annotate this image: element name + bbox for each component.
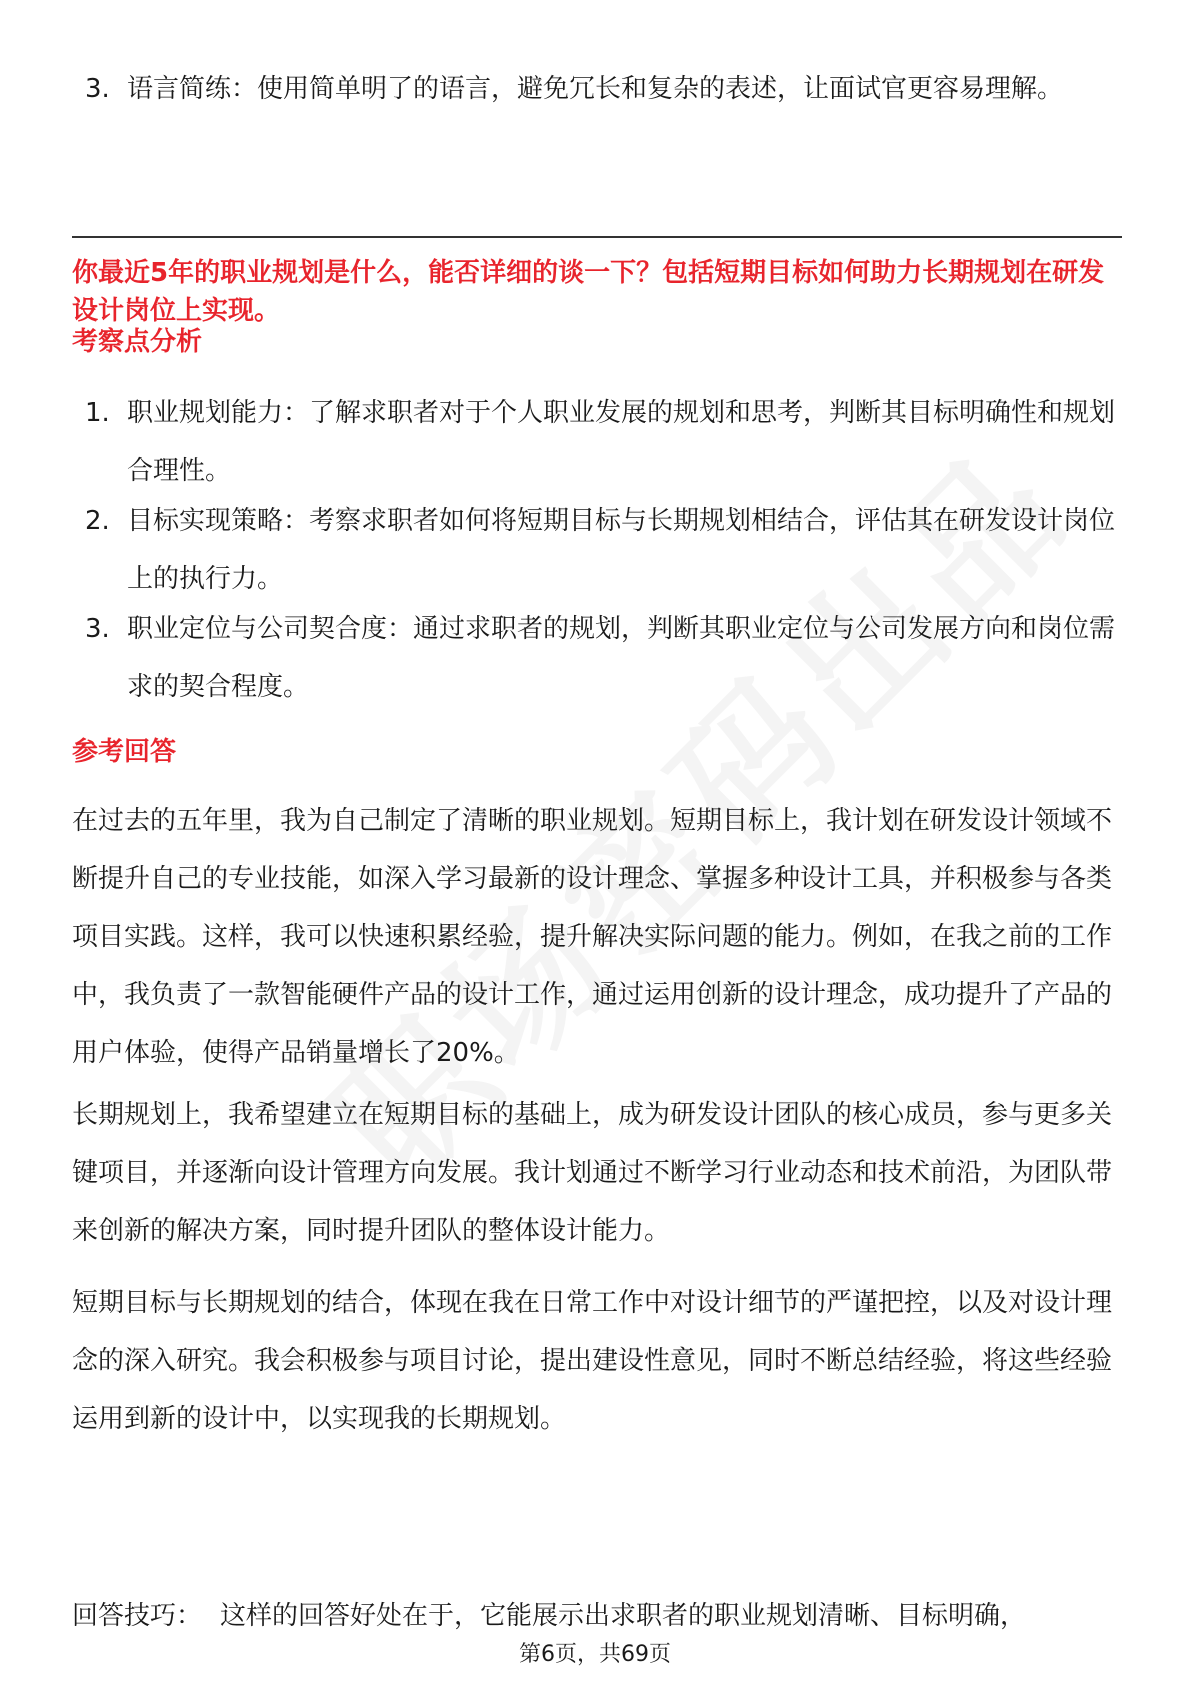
list-item-text: 语言简练：使用简单明了的语言，避免冗长和复杂的表述，让面试官更容易理解。 — [127, 74, 1064, 104]
section-divider — [72, 236, 1122, 238]
list-item-number: 1. — [85, 398, 110, 428]
list-item — [85, 60, 1115, 118]
list-item-text: 职业定位与公司契合度：通过求职者的规划，判断其职业定位与公司发展方向和岗位需求的契合程度。 — [127, 614, 1116, 702]
question-title: 你最近5年的职业规划是什么，能否详细的谈一下？包括短期目标如何助力长期规划在研发设计岗位上实现。 — [72, 258, 1105, 326]
list-item-text: 职业规划能力：了解求职者对于个人职业发展的规划和思考，判断其目标明确性和规划合理性。 — [127, 398, 1116, 486]
answer-tip — [72, 1596, 1122, 1636]
answer-paragraph-2: 长期规划上，我希望建立在短期目标的基础上，成为研发设计团队的核心成员，参与更多关键项目，并逐渐向设计管理方向发展。我计划通过不断学习行业动态和技术前沿，为团队带来创新的解决方案，同时提升团队的整体设计能力。 — [72, 1100, 1113, 1246]
analysis-item-3 — [85, 600, 1115, 716]
tip-text: 这样的回答好处在于，它能展示出求职者的职业规划清晰、目标明确， — [220, 1601, 1027, 1631]
list-item-number: 3. — [85, 614, 110, 644]
answer-heading: 参考回答 — [72, 737, 177, 767]
list-item-text: 目标实现策略：考察求职者如何将短期目标与长期规划相结合，评估其在研发设计岗位上的执行力。 — [127, 506, 1116, 594]
list-item-number: 2. — [85, 506, 110, 536]
analysis-item-1 — [85, 384, 1115, 500]
answer-paragraph-1: 在过去的五年里，我为自己制定了清晰的职业规划。短期目标上，我计划在研发设计领域不断提升自己的专业技能，如深入学习最新的设计理念、掌握多种设计工具，并积极参与各类项目实践。这样，我可以快速积累经验，提升解决实际问题的能力。例如，在我之前的工作中，我负责了一款智能硬件产品的设计工作，通过运用创新的设计理念，成功提升了产品的用户体验，使得产品销量增长了20%。 — [72, 806, 1113, 1068]
analysis-item-2 — [85, 492, 1115, 608]
tip-label: 回答技巧： — [72, 1601, 203, 1631]
analysis-heading: 考察点分析 — [72, 327, 203, 357]
list-item-number: 3. — [85, 74, 110, 104]
answer-paragraph-3: 短期目标与长期规划的结合，体现在我在日常工作中对设计细节的严谨把控，以及对设计理念的深入研究。我会积极参与项目讨论，提出建设性意见，同时不断总结经验，将这些经验运用到新的设计中，以实现我的长期规划。 — [72, 1288, 1113, 1434]
page-number-footer: 第6页，共69页 — [519, 1642, 671, 1667]
